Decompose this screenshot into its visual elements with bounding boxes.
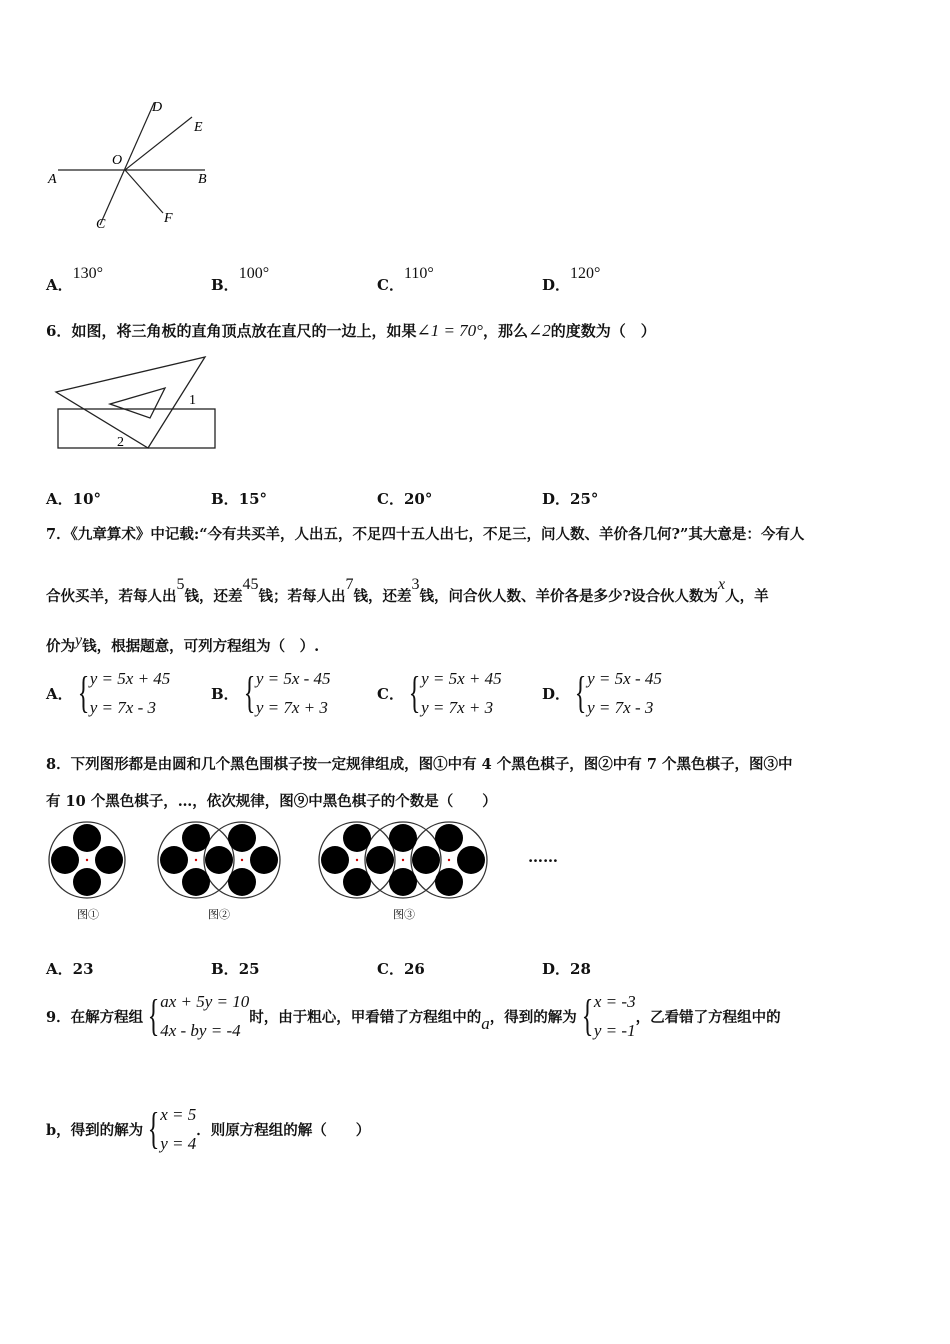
- option-letter: D．: [542, 684, 571, 703]
- q6-option-d[interactable]: [542, 488, 598, 509]
- q6-text-c: 的度数为（ ）: [550, 322, 656, 340]
- q6-text-b: ，那么: [482, 322, 528, 340]
- equation-1: y = 5x + 45: [421, 669, 502, 688]
- option-value: 20°: [403, 490, 433, 508]
- q7-option-d[interactable]: [542, 664, 662, 722]
- q6-triangle-ruler-figure: [50, 352, 225, 454]
- q6-stem: [46, 320, 656, 341]
- q8-line1: 8．下列图形都是由圆和几个黑色围棋子按一定规律组成，图①中有 4 个黑色棋子，图②中有 7 个黑色棋子，图③中: [46, 756, 793, 773]
- caption-figure-1: 图①: [77, 909, 99, 921]
- q6-option-a[interactable]: [46, 488, 101, 509]
- q7-text: 钱，问合伙人数、羊价各是多少?设合伙人数为: [419, 588, 718, 605]
- label-B: B: [198, 172, 207, 187]
- option-value: 25°: [570, 490, 599, 508]
- q9-text: ，得到的解为: [489, 1008, 577, 1026]
- equation-1: y = 5x + 45: [89, 669, 171, 688]
- brace-icon: {: [581, 991, 594, 1040]
- q5-option-b[interactable]: [211, 265, 270, 295]
- q7-line3: [46, 632, 320, 656]
- q7-text: 合伙买羊，若每人出: [46, 588, 177, 605]
- solution1-y: y = -1: [593, 1021, 636, 1040]
- solution2-y: y = 4: [160, 1134, 197, 1153]
- q7-text: 人，羊: [725, 588, 769, 605]
- figure-2: [158, 822, 280, 898]
- option-letter: C．: [377, 276, 404, 294]
- option-value: 110°: [403, 265, 434, 282]
- equation-2: y = 7x + 3: [421, 698, 494, 717]
- question-number: 6．: [46, 322, 72, 340]
- q8-option-a[interactable]: [46, 958, 94, 979]
- q8-go-stones-figure: [44, 820, 504, 925]
- q8-option-b[interactable]: [211, 958, 260, 979]
- option-letter: B．: [211, 960, 239, 978]
- q7-line2: [46, 576, 769, 606]
- q6-angle2: ∠2: [527, 321, 551, 340]
- option-letter: A．: [46, 276, 73, 294]
- label-E: E: [194, 120, 203, 135]
- caption-figure-3: 图③: [393, 909, 415, 921]
- option-letter: C．: [377, 684, 404, 703]
- q7-var: y: [75, 632, 83, 649]
- option-letter: A．: [46, 960, 73, 978]
- system-equation-1: ax + 5y = 10: [160, 992, 250, 1011]
- option-letter: C．: [377, 960, 404, 978]
- brace-icon: {: [147, 1104, 160, 1153]
- equation-2: y = 7x - 3: [587, 698, 654, 717]
- q8-ellipsis: ……: [528, 848, 558, 866]
- option-value: 23: [72, 960, 94, 978]
- brace-icon: {: [408, 668, 421, 717]
- q8-option-c[interactable]: [377, 958, 425, 979]
- option-letter: B．: [211, 490, 239, 508]
- option-letter: A．: [46, 684, 73, 703]
- figure-3: [319, 822, 487, 898]
- option-value: 26: [403, 960, 425, 978]
- brace-icon: {: [147, 991, 160, 1040]
- q9-text: ，乙看错了方程组中的: [635, 1008, 781, 1026]
- caption-figure-2: 图②: [208, 909, 230, 921]
- label-O: O: [112, 153, 123, 168]
- q7-num: 3: [411, 576, 420, 593]
- q6-text-a: 如图，将三角板的直角顶点放在直尺的一边上，如果: [71, 322, 417, 340]
- option-letter: B．: [211, 276, 239, 294]
- angle-2-label: 2: [117, 435, 124, 450]
- option-value: 10°: [72, 490, 102, 508]
- q6-angle1: ∠1 = 70°: [416, 321, 483, 340]
- option-letter: D．: [542, 960, 571, 978]
- q9-text: b，得到的解为: [46, 1121, 144, 1139]
- system-equation-2: 4x - by = -4: [160, 1021, 241, 1040]
- solution2-x: x = 5: [160, 1105, 197, 1124]
- equation-1: y = 5x - 45: [587, 669, 662, 688]
- q7-option-a[interactable]: [46, 664, 170, 722]
- q9-line2: [46, 1100, 370, 1158]
- q7-text: 钱；若每人出: [258, 588, 346, 605]
- label-D: D: [152, 100, 163, 115]
- option-value: 25: [238, 960, 260, 978]
- q5-option-c[interactable]: [377, 265, 434, 295]
- q5-option-d[interactable]: [542, 265, 601, 295]
- q7-num: 7: [345, 576, 354, 593]
- equation-1: y = 5x - 45: [255, 669, 331, 688]
- label-A: A: [48, 172, 57, 187]
- option-value: 15°: [238, 490, 268, 508]
- q9-text: ．则原方程组的解（ ）: [196, 1121, 371, 1139]
- option-letter: C．: [377, 490, 404, 508]
- q7-option-c[interactable]: [377, 664, 502, 722]
- q7-var: x: [718, 576, 726, 593]
- q7-option-b[interactable]: [211, 664, 331, 722]
- q7-text: 钱，根据题意，可列方程组为（ ）.: [82, 638, 320, 655]
- option-value: 100°: [238, 265, 270, 282]
- q7-line1: 7．《九章算术》中记载:“今有共买羊，人出五，不足四十五人出七，不足三，问人数、羊价各几何?”其大意是：今有人: [46, 526, 805, 543]
- q7-num: 45: [242, 576, 259, 593]
- figure-1: [49, 822, 125, 898]
- q9-line1: [46, 987, 781, 1045]
- option-letter: B．: [211, 684, 239, 703]
- angle-1-label: 1: [189, 393, 196, 408]
- option-letter: D．: [542, 276, 571, 294]
- q9-text: 9．在解方程组: [46, 1008, 144, 1026]
- q6-option-c[interactable]: [377, 488, 432, 509]
- q5-angle-figure: [40, 95, 230, 240]
- label-C: C: [96, 217, 106, 232]
- option-value: 120°: [570, 265, 601, 282]
- q5-option-a[interactable]: [46, 265, 104, 295]
- q7-text: 价为: [46, 638, 75, 655]
- q7-num: 5: [176, 576, 185, 593]
- option-letter: A．: [46, 490, 73, 508]
- solution1-x: x = -3: [593, 992, 636, 1011]
- q9-var-a: a: [481, 1014, 490, 1033]
- equation-2: y = 7x - 3: [89, 698, 156, 717]
- brace-icon: {: [574, 668, 587, 717]
- q7-text: 钱，还差: [184, 588, 243, 605]
- brace-icon: {: [243, 668, 256, 717]
- brace-icon: {: [77, 668, 90, 717]
- q9-text: 时，由于粗心，甲看错了方程组中的: [249, 1008, 482, 1026]
- option-value: 130°: [72, 265, 104, 282]
- label-F: F: [164, 211, 173, 226]
- q6-option-b[interactable]: [211, 488, 267, 509]
- q8-option-d[interactable]: [542, 958, 591, 979]
- equation-2: y = 7x + 3: [255, 698, 328, 717]
- option-value: 28: [570, 960, 591, 978]
- q7-text: 钱，还差: [353, 588, 412, 605]
- q8-line2: 有 10 个黑色棋子，…，依次规律，图⑨中黑色棋子的个数是（ ）: [46, 793, 497, 810]
- option-letter: D．: [542, 490, 571, 508]
